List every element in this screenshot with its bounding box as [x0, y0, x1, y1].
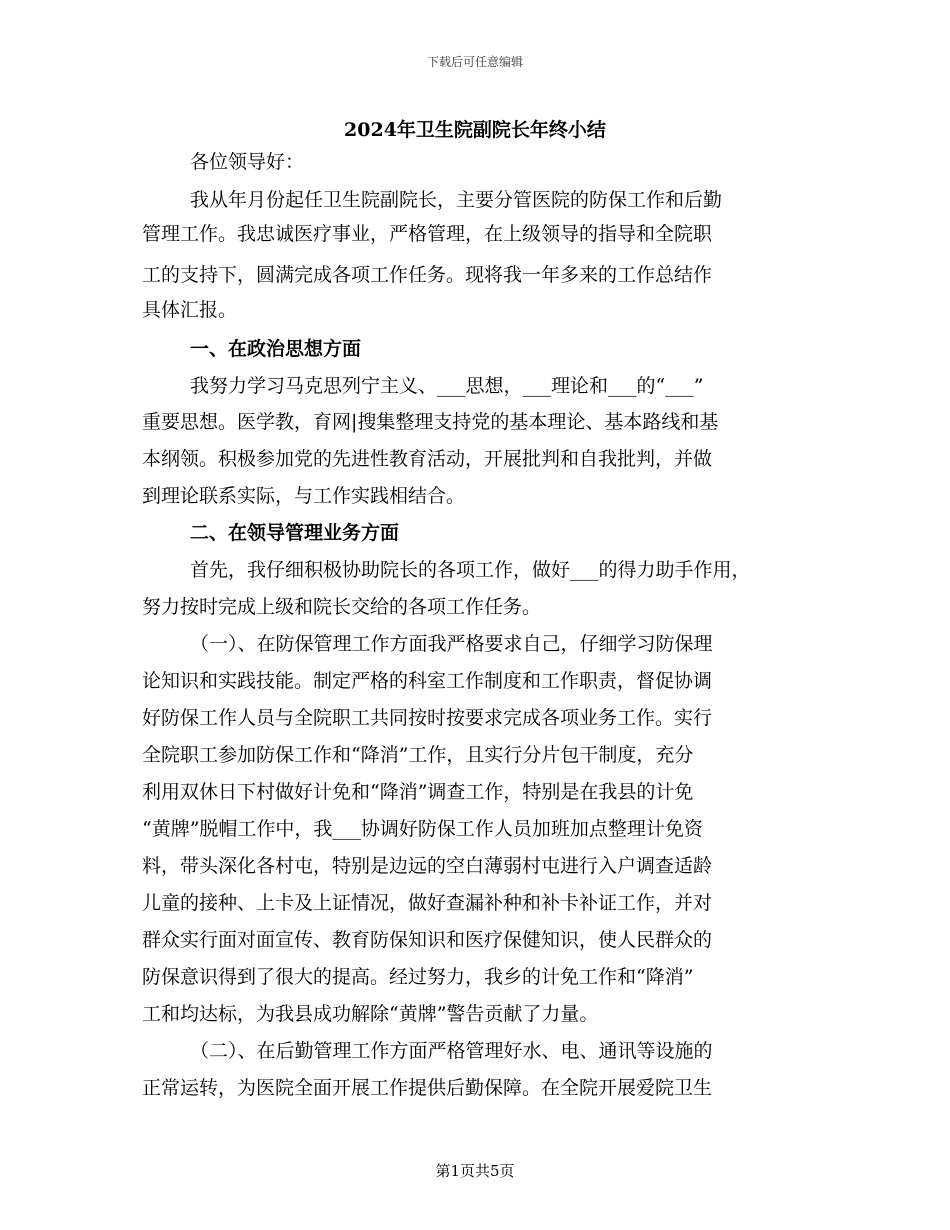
- paragraph-line: 群众实行面对面宣传、教育防保知识和医疗保健知识，使人民群众的: [142, 929, 713, 951]
- page-title: 2024年卫生院副院长年终小结: [344, 119, 606, 141]
- section-heading-2: 二、在领导管理业务方面: [190, 522, 400, 544]
- paragraph-line: “黄牌”脱帽工作中，我___协调好防保工作人员加班加点整理计免资: [142, 818, 703, 840]
- subsection-paragraph-1: （一）、在防保管理工作方面我严格要求自己，仔细学习防保理: [190, 633, 713, 655]
- header-note: 下载后可任意编辑: [426, 55, 523, 69]
- paragraph-line: 我从年月份起任卫生院副院长，主要分管医院的防保工作和后勤: [190, 189, 723, 211]
- paragraph-line: 管理工作。我忠诚医疗事业，严格管理，在上级领导的指导和全院职: [142, 223, 713, 245]
- paragraph-line: 论知识和实践技能。制定严格的科室工作制度和工作职责，督促协调: [142, 670, 713, 692]
- paragraph-line: 利用双休日下村做好计免和“降消”调查工作，特别是在我县的计免: [142, 781, 694, 803]
- page-number: 第1页共5页: [435, 1162, 515, 1180]
- paragraph-line: 料，带头深化各村屯，特别是边远的空白薄弱村屯进行入户调查适龄: [142, 855, 713, 877]
- paragraph-line: 我努力学习马克思列宁主义、___思想，___理论和___的“___”: [190, 375, 704, 397]
- paragraph-line: 工的支持下，圆满完成各项工作任务。现将我一年多来的工作总结作: [142, 264, 713, 286]
- paragraph-line: 具体汇报。: [142, 299, 238, 321]
- paragraph-line: 本纲领。积极参加党的先进性教育活动，开展批判和自我批判，并做: [142, 448, 713, 470]
- paragraph-line: 正常运转，为医院全面开展工作提供后勤保障。在全院开展爱院卫生: [142, 1077, 713, 1099]
- section-heading-1: 一、在政治思想方面: [190, 338, 362, 360]
- paragraph-line: 儿童的接种、上卡及上证情况，做好查漏补种和补卡补证工作，并对: [142, 892, 713, 914]
- paragraph-line: 首先，我仔细积极协助院长的各项工作，做好___的得力助手作用，: [190, 559, 751, 581]
- paragraph-line: 防保意识得到了很大的提高。经过努力，我乡的计免工作和“降消”: [142, 966, 694, 988]
- paragraph-line: 到理论联系实际，与工作实践相结合。: [142, 485, 466, 507]
- paragraph-line: 工和均达标，为我县成功解除“黄牌”警告贡献了力量。: [142, 1003, 599, 1025]
- subsection-paragraph-2: （二）、在后勤管理工作方面严格管理好水、电、通讯等设施的: [190, 1040, 713, 1062]
- paragraph-line: 努力按时完成上级和院长交给的各项工作任务。: [142, 596, 542, 618]
- paragraph-line: 好防保工作人员与全院职工共同按时按要求完成各项业务工作。实行: [142, 707, 713, 729]
- paragraph-line: 重要思想。医学教，育网|搜集整理支持党的基本理论、基本路线和基: [142, 411, 719, 433]
- paragraph-line: 全院职工参加防保工作和“降消”工作，且实行分片包干制度，充分: [142, 744, 694, 766]
- salutation: 各位领导好：: [190, 151, 305, 173]
